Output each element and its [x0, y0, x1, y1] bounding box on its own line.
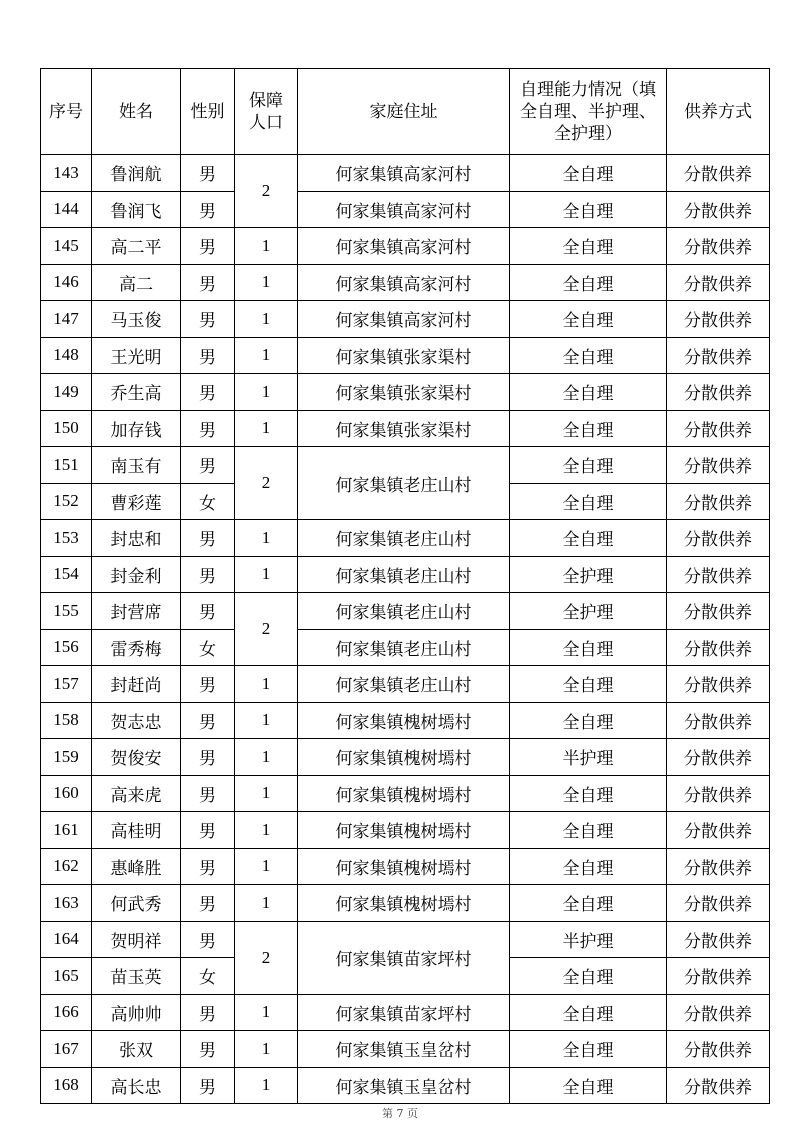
header-gender: 性别: [181, 69, 235, 155]
table-row: [41, 739, 770, 776]
row-number: 153: [41, 520, 92, 557]
header-address: 家庭住址: [298, 69, 510, 155]
population-cell: 1: [235, 301, 298, 338]
table-row: [41, 264, 770, 301]
population-cell: 1: [235, 1031, 298, 1068]
ability-cell: 全自理: [510, 410, 667, 447]
ability-cell: 全自理: [510, 155, 667, 192]
person-name: 封金利: [92, 556, 181, 593]
row-number: 165: [41, 958, 92, 995]
support-cell: 分散供养: [667, 337, 770, 374]
ability-cell: 全护理: [510, 556, 667, 593]
address-cell: 何家集镇老庄山村: [298, 666, 510, 703]
support-cell: 分散供养: [667, 593, 770, 630]
row-number: 155: [41, 593, 92, 630]
table-row: [41, 447, 770, 484]
address-cell: 何家集镇槐树墕村: [298, 702, 510, 739]
support-cell: 分散供养: [667, 994, 770, 1031]
address-cell: 何家集镇槐树墕村: [298, 848, 510, 885]
gender-cell: 女: [181, 629, 235, 666]
address-cell: 何家集镇高家河村: [298, 155, 510, 192]
row-number: 164: [41, 921, 92, 958]
gender-cell: 男: [181, 264, 235, 301]
row-number: 154: [41, 556, 92, 593]
gender-cell: 男: [181, 848, 235, 885]
table-row: [41, 921, 770, 958]
table-row: [41, 410, 770, 447]
ability-cell: 全自理: [510, 301, 667, 338]
ability-cell: 全自理: [510, 483, 667, 520]
row-number: 157: [41, 666, 92, 703]
support-cell: 分散供养: [667, 483, 770, 520]
population-cell: 1: [235, 739, 298, 776]
person-name: 乔生高: [92, 374, 181, 411]
support-cell: 分散供养: [667, 1067, 770, 1104]
ability-cell: 全自理: [510, 374, 667, 411]
row-number: 148: [41, 337, 92, 374]
table-row: [41, 593, 770, 630]
gender-cell: 男: [181, 556, 235, 593]
population-cell: 1: [235, 812, 298, 849]
gender-cell: 男: [181, 228, 235, 265]
beneficiary-table: [40, 68, 770, 1104]
gender-cell: 男: [181, 994, 235, 1031]
ability-cell: 全自理: [510, 1067, 667, 1104]
gender-cell: 男: [181, 593, 235, 630]
gender-cell: 男: [181, 775, 235, 812]
person-name: 封忠和: [92, 520, 181, 557]
address-cell: 何家集镇老庄山村: [298, 447, 510, 520]
person-name: 高二: [92, 264, 181, 301]
population-cell: 2: [235, 447, 298, 520]
header-ability: 自理能力情况（填全自理、半护理、全护理）: [510, 69, 667, 155]
ability-cell: 全自理: [510, 775, 667, 812]
ability-cell: 全自理: [510, 848, 667, 885]
row-number: 151: [41, 447, 92, 484]
support-cell: 分散供养: [667, 739, 770, 776]
address-cell: 何家集镇张家渠村: [298, 337, 510, 374]
row-number: 163: [41, 885, 92, 922]
address-cell: 何家集镇高家河村: [298, 264, 510, 301]
support-cell: 分散供养: [667, 520, 770, 557]
row-number: 147: [41, 301, 92, 338]
support-cell: 分散供养: [667, 666, 770, 703]
address-cell: 何家集镇槐树墕村: [298, 739, 510, 776]
table-row: [41, 812, 770, 849]
ability-cell: 全自理: [510, 666, 667, 703]
population-cell: 1: [235, 228, 298, 265]
header-num: 序号: [41, 69, 92, 155]
address-cell: 何家集镇高家河村: [298, 301, 510, 338]
support-cell: 分散供养: [667, 885, 770, 922]
ability-cell: 全自理: [510, 812, 667, 849]
population-cell: 2: [235, 921, 298, 994]
row-number: 145: [41, 228, 92, 265]
ability-cell: 全自理: [510, 228, 667, 265]
person-name: 高长忠: [92, 1067, 181, 1104]
row-number: 167: [41, 1031, 92, 1068]
row-number: 168: [41, 1067, 92, 1104]
address-cell: 何家集镇老庄山村: [298, 629, 510, 666]
row-number: 159: [41, 739, 92, 776]
gender-cell: 男: [181, 374, 235, 411]
population-cell: 1: [235, 666, 298, 703]
header-name: 姓名: [92, 69, 181, 155]
row-number: 161: [41, 812, 92, 849]
gender-cell: 女: [181, 483, 235, 520]
gender-cell: 男: [181, 702, 235, 739]
population-cell: 1: [235, 994, 298, 1031]
gender-cell: 男: [181, 191, 235, 228]
table-row: [41, 520, 770, 557]
population-cell: 1: [235, 264, 298, 301]
row-number: 152: [41, 483, 92, 520]
person-name: 鲁润飞: [92, 191, 181, 228]
ability-cell: 全自理: [510, 191, 667, 228]
table-row: [41, 629, 770, 666]
person-name: 马玉俊: [92, 301, 181, 338]
row-number: 158: [41, 702, 92, 739]
person-name: 雷秀梅: [92, 629, 181, 666]
table-row: [41, 556, 770, 593]
ability-cell: 全护理: [510, 593, 667, 630]
population-cell: 2: [235, 155, 298, 228]
table-row: [41, 994, 770, 1031]
ability-cell: 全自理: [510, 958, 667, 995]
person-name: 何武秀: [92, 885, 181, 922]
person-name: 高桂明: [92, 812, 181, 849]
person-name: 曹彩莲: [92, 483, 181, 520]
table-row: [41, 702, 770, 739]
gender-cell: 男: [181, 739, 235, 776]
table-row: [41, 848, 770, 885]
ability-cell: 全自理: [510, 264, 667, 301]
support-cell: 分散供养: [667, 264, 770, 301]
support-cell: 分散供养: [667, 191, 770, 228]
address-cell: 何家集镇老庄山村: [298, 520, 510, 557]
address-cell: 何家集镇老庄山村: [298, 556, 510, 593]
population-cell: 1: [235, 374, 298, 411]
support-cell: 分散供养: [667, 958, 770, 995]
ability-cell: 全自理: [510, 702, 667, 739]
header-support: 供养方式: [667, 69, 770, 155]
population-cell: 1: [235, 1067, 298, 1104]
gender-cell: 男: [181, 520, 235, 557]
population-cell: 1: [235, 520, 298, 557]
table-header: [41, 69, 770, 155]
row-number: 160: [41, 775, 92, 812]
ability-cell: 全自理: [510, 885, 667, 922]
row-number: 150: [41, 410, 92, 447]
gender-cell: 男: [181, 1067, 235, 1104]
address-cell: 何家集镇苗家坪村: [298, 921, 510, 994]
gender-cell: 女: [181, 958, 235, 995]
support-cell: 分散供养: [667, 301, 770, 338]
row-number: 143: [41, 155, 92, 192]
person-name: 贺明祥: [92, 921, 181, 958]
person-name: 惠峰胜: [92, 848, 181, 885]
table-row: [41, 374, 770, 411]
table-row: [41, 155, 770, 192]
address-cell: 何家集镇张家渠村: [298, 374, 510, 411]
page-number: 第 7 页: [382, 1107, 418, 1120]
address-cell: 何家集镇老庄山村: [298, 593, 510, 630]
person-name: 封营席: [92, 593, 181, 630]
table-body: [41, 155, 770, 1104]
address-cell: 何家集镇高家河村: [298, 228, 510, 265]
table-row: [41, 1031, 770, 1068]
gender-cell: 男: [181, 885, 235, 922]
gender-cell: 男: [181, 666, 235, 703]
person-name: 高二平: [92, 228, 181, 265]
address-cell: 何家集镇高家河村: [298, 191, 510, 228]
support-cell: 分散供养: [667, 410, 770, 447]
address-cell: 何家集镇玉皇岔村: [298, 1031, 510, 1068]
row-number: 162: [41, 848, 92, 885]
address-cell: 何家集镇槐树墕村: [298, 775, 510, 812]
person-name: 贺俊安: [92, 739, 181, 776]
address-cell: 何家集镇玉皇岔村: [298, 1067, 510, 1104]
support-cell: 分散供养: [667, 848, 770, 885]
table-row: [41, 191, 770, 228]
header-population: 保障人口: [235, 69, 298, 155]
population-cell: 1: [235, 885, 298, 922]
ability-cell: 全自理: [510, 520, 667, 557]
support-cell: 分散供养: [667, 812, 770, 849]
address-cell: 何家集镇槐树墕村: [298, 812, 510, 849]
address-cell: 何家集镇苗家坪村: [298, 994, 510, 1031]
table-row: [41, 1067, 770, 1104]
person-name: 高帅帅: [92, 994, 181, 1031]
population-cell: 1: [235, 556, 298, 593]
address-cell: 何家集镇张家渠村: [298, 410, 510, 447]
ability-cell: 半护理: [510, 921, 667, 958]
ability-cell: 全自理: [510, 994, 667, 1031]
support-cell: 分散供养: [667, 228, 770, 265]
support-cell: 分散供养: [667, 629, 770, 666]
person-name: 王光明: [92, 337, 181, 374]
table-row: [41, 885, 770, 922]
person-name: 张双: [92, 1031, 181, 1068]
support-cell: 分散供养: [667, 374, 770, 411]
ability-cell: 全自理: [510, 1031, 667, 1068]
person-name: 加存钱: [92, 410, 181, 447]
population-cell: 1: [235, 775, 298, 812]
support-cell: 分散供养: [667, 447, 770, 484]
gender-cell: 男: [181, 812, 235, 849]
ability-cell: 全自理: [510, 337, 667, 374]
gender-cell: 男: [181, 410, 235, 447]
gender-cell: 男: [181, 447, 235, 484]
gender-cell: 男: [181, 337, 235, 374]
gender-cell: 男: [181, 921, 235, 958]
person-name: 封赶尚: [92, 666, 181, 703]
row-number: 149: [41, 374, 92, 411]
table-row: [41, 301, 770, 338]
population-cell: 1: [235, 410, 298, 447]
row-number: 146: [41, 264, 92, 301]
population-cell: 1: [235, 337, 298, 374]
address-cell: 何家集镇槐树墕村: [298, 885, 510, 922]
population-cell: 1: [235, 702, 298, 739]
ability-cell: 全自理: [510, 447, 667, 484]
table-row: [41, 775, 770, 812]
gender-cell: 男: [181, 155, 235, 192]
header-row: [41, 69, 770, 155]
table-row: [41, 666, 770, 703]
support-cell: 分散供养: [667, 155, 770, 192]
gender-cell: 男: [181, 1031, 235, 1068]
support-cell: 分散供养: [667, 702, 770, 739]
person-name: 贺志忠: [92, 702, 181, 739]
person-name: 鲁润航: [92, 155, 181, 192]
support-cell: 分散供养: [667, 556, 770, 593]
person-name: 苗玉英: [92, 958, 181, 995]
row-number: 156: [41, 629, 92, 666]
table-row: [41, 228, 770, 265]
person-name: 南玉有: [92, 447, 181, 484]
support-cell: 分散供养: [667, 921, 770, 958]
ability-cell: 全自理: [510, 629, 667, 666]
support-cell: 分散供养: [667, 775, 770, 812]
support-cell: 分散供养: [667, 1031, 770, 1068]
person-name: 高来虎: [92, 775, 181, 812]
population-cell: 2: [235, 593, 298, 666]
row-number: 144: [41, 191, 92, 228]
row-number: 166: [41, 994, 92, 1031]
ability-cell: 半护理: [510, 739, 667, 776]
population-cell: 1: [235, 848, 298, 885]
gender-cell: 男: [181, 301, 235, 338]
table-row: [41, 337, 770, 374]
